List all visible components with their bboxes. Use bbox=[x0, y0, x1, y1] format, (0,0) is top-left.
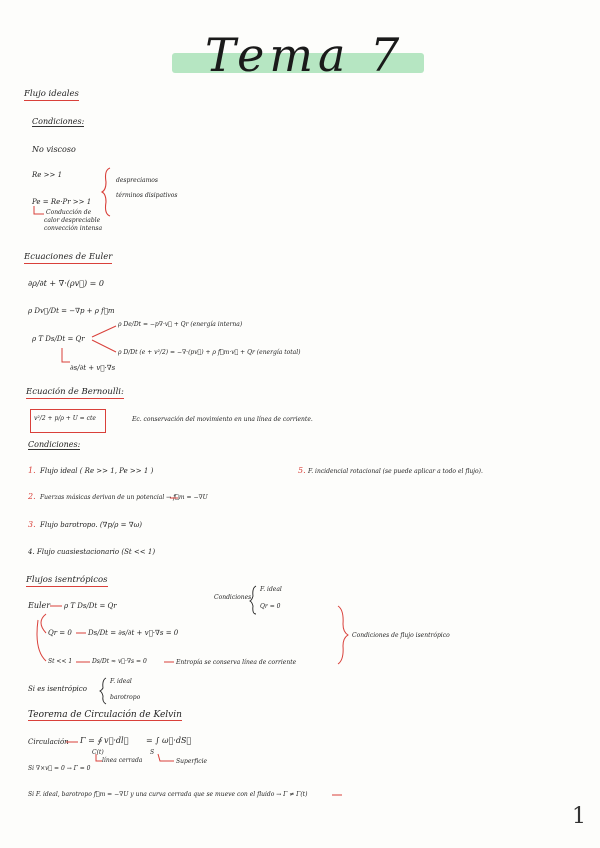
qr-zero: Qr = 0 bbox=[48, 629, 72, 637]
heading-euler: Ecuaciones de Euler bbox=[24, 252, 113, 262]
euler-continuity: ∂ρ/∂t + ∇·(ρv⃗) = 0 bbox=[28, 279, 104, 288]
brace-label-despreciamos: despreciamos bbox=[116, 177, 158, 184]
page-number: 1 bbox=[572, 804, 586, 829]
heading-bernoulli: Ecuación de Bernoulli: bbox=[26, 387, 124, 397]
cond-4: 4. Flujo cuasiestacionario (St << 1) bbox=[28, 548, 156, 556]
bernoulli-description: Ec. conservación del movimiento en una línea de corriente. bbox=[132, 416, 313, 423]
brace-label-terminos: términos disipativos bbox=[116, 192, 178, 199]
si-isentropico: Si es isentrópico bbox=[28, 685, 87, 693]
note-calor: calor despreciable bbox=[44, 217, 101, 224]
iso-conditions-label: Condiciones bbox=[214, 594, 252, 601]
page-title: Tema 7 bbox=[205, 28, 405, 82]
euler-energy-total: ρ D/Dt (e + v²/2) = −∇·(pv⃗) + ρ f⃗m·v⃗ + Qr (energía total) bbox=[118, 349, 301, 356]
bernoulli-formula: v²/2 + p/ρ + U = cte bbox=[34, 415, 96, 422]
arrow-st-branch bbox=[37, 620, 46, 661]
irrotational-condition: Si ∇×v⃗ = 0 → Γ = 0 bbox=[28, 765, 91, 772]
reynolds-condition: Re >> 1 bbox=[32, 171, 63, 179]
euler-entropy-material: ∂s/∂t + v⃗·∇s bbox=[70, 364, 116, 372]
bernoulli-conditions-heading: Condiciones: bbox=[28, 440, 81, 449]
note-conveccion: convección intensa bbox=[44, 225, 103, 232]
conditions-heading: Condiciones: bbox=[32, 117, 85, 126]
iso-barotropo: barotropo bbox=[110, 694, 141, 701]
iso-cond-ideal: F. ideal bbox=[260, 586, 282, 593]
cond-5: F. incidencial rotacional (se puede aplicar a todo el flujo). bbox=[308, 468, 483, 475]
steady-entropy-eq: Ds/Dt ≈ v⃗·∇s = 0 bbox=[92, 658, 147, 665]
heading-flujo-ideales: Flujo ideales bbox=[24, 89, 79, 99]
cond-5-number: 5. bbox=[298, 466, 306, 475]
circulation-line-integral: Γ = ∮ v⃗·dl⃗ bbox=[80, 736, 129, 745]
curve-subscript: C(t) bbox=[92, 749, 104, 756]
surface-subscript: S bbox=[150, 749, 155, 756]
entropy-conserved-note: Entropía se conserva línea de corriente bbox=[176, 659, 297, 666]
closed-line-note: línea cerrada bbox=[102, 757, 143, 764]
cond-1: Flujo ideal ( Re >> 1, Pe >> 1 ) bbox=[40, 467, 154, 475]
cond-3: Flujo barotropo. (∇p/ρ = ∇ω) bbox=[40, 521, 143, 529]
kelvin-statement: Si F. ideal, barotropo f⃗m = −∇U y una curva cerrada que se mueve con el fluido → Γ ≠ Γ(t) bbox=[28, 791, 308, 798]
iso-conditions-summary: Condiciones de flujo isentrópico bbox=[352, 632, 450, 639]
euler-entropy-eq: ρ T Ds/Dt = Qr bbox=[64, 602, 117, 610]
arrow-surface bbox=[158, 754, 174, 761]
material-derivative-eq: Ds/Dt = ∂s/∂t + v⃗·∇s = 0 bbox=[88, 629, 179, 637]
cond-1-number: 1. bbox=[28, 466, 36, 475]
cond-2-number: 2. bbox=[28, 492, 36, 501]
arrow-conduccion bbox=[34, 206, 44, 214]
note-conduccion: Conducción de bbox=[46, 209, 92, 216]
euler-momentum: ρ Dv⃗/Dt = −∇p + ρ f⃗m bbox=[28, 307, 115, 315]
arrow-energy-internal bbox=[92, 326, 116, 337]
euler-entropy: ρ T Ds/Dt = Qr bbox=[32, 335, 85, 343]
peclet-condition: Pe = Re·Pr >> 1 bbox=[32, 198, 92, 206]
brace-iso-summary bbox=[338, 606, 348, 664]
arrow-qr-branch bbox=[41, 614, 46, 633]
arrow-entropy-down bbox=[62, 348, 70, 362]
iso-cond-qr: Qr = 0 bbox=[260, 603, 281, 610]
strouhal-condition: St << 1 bbox=[48, 658, 73, 665]
euler-label: Euler bbox=[28, 601, 51, 610]
euler-energy-internal: ρ De/Dt = −p∇·v⃗ + Qr (energía interna) bbox=[118, 321, 243, 328]
iso-ideal: F. ideal bbox=[110, 678, 132, 685]
heading-isentropicos: Flujos isentrópicos bbox=[26, 575, 108, 585]
brace-si-isentropico bbox=[100, 678, 106, 704]
heading-kelvin: Teorema de Circulación de Kelvin bbox=[28, 710, 182, 720]
cond-2: Fuerzas másicas derivan de un potencial → f⃗m = −∇U bbox=[40, 494, 208, 501]
arrow-energy-total bbox=[92, 340, 116, 352]
circulation-label: Circulación bbox=[28, 738, 69, 746]
brace-despreciamos bbox=[102, 168, 110, 216]
circulation-surface-integral: = ∫ ω⃗·dS⃗ bbox=[146, 736, 192, 745]
surface-note: Superficie bbox=[176, 758, 208, 765]
cond-3-number: 3. bbox=[28, 520, 36, 529]
no-viscoso: No viscoso bbox=[32, 145, 76, 154]
